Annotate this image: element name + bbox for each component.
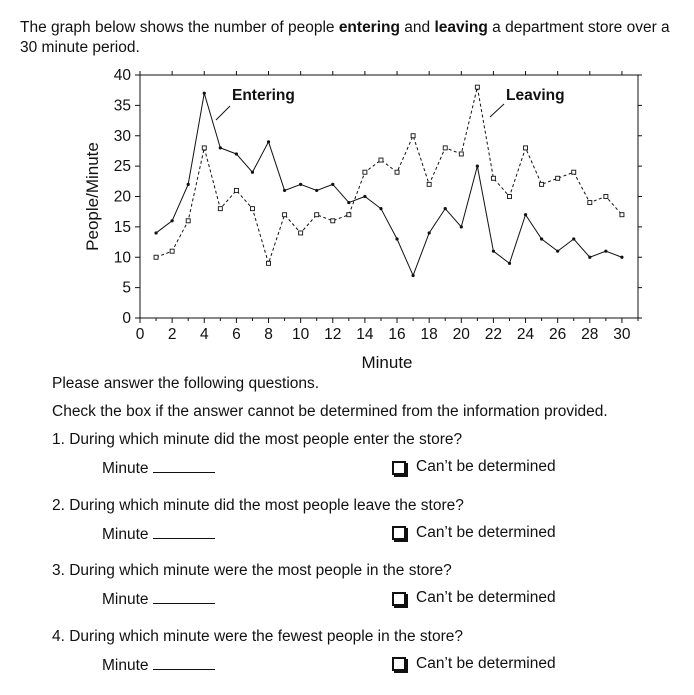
answer-label: Minute [102, 525, 149, 543]
data-point-entering [379, 207, 382, 210]
data-point-leaving [186, 219, 190, 223]
intro-part3: a department store over a 30 minute period. [20, 19, 670, 56]
data-point-leaving [315, 213, 319, 217]
question-3-cbd [392, 589, 556, 607]
data-point-leaving [234, 188, 238, 192]
x-axis-label: Minute [361, 353, 413, 372]
data-point-entering [395, 237, 398, 240]
data-point-leaving [202, 146, 206, 150]
x-tick-label: 20 [452, 326, 470, 343]
data-point-leaving [604, 195, 608, 199]
data-point-entering [299, 183, 302, 186]
y-tick-label: 10 [113, 249, 131, 267]
x-tick-label: 10 [292, 326, 310, 343]
data-point-entering [171, 219, 174, 222]
x-tick-label: 22 [484, 326, 503, 343]
y-tick-label: 40 [113, 67, 131, 84]
question-3-text: 3. During which minute were the most people in the store? [52, 562, 452, 579]
annotation-leader-entering [216, 106, 230, 120]
answer-label: Minute [102, 656, 149, 674]
x-tick-label: 14 [356, 326, 374, 343]
chart-labels [83, 67, 631, 372]
cbd-label: Can’t be determined [416, 458, 556, 475]
x-tick-label: 6 [232, 326, 241, 343]
y-tick-label: 15 [113, 218, 131, 236]
data-point-leaving [491, 176, 495, 180]
question-1-answer [102, 458, 215, 478]
data-point-entering [428, 231, 431, 234]
data-point-entering [572, 237, 575, 240]
data-point-leaving [540, 182, 544, 186]
data-point-entering [267, 140, 270, 143]
answer-blank-input[interactable] [153, 589, 215, 604]
answer-label: Minute [102, 460, 149, 477]
x-tick-label: 26 [549, 326, 567, 343]
data-point-entering [347, 201, 350, 204]
question-2-answer [102, 524, 215, 544]
series-line-entering [156, 93, 622, 275]
data-point-leaving [524, 146, 528, 150]
x-tick-label: 4 [199, 326, 209, 343]
question-3-answer [102, 589, 215, 609]
annotation-leader-leaving [490, 104, 504, 117]
answer-blank-input[interactable] [153, 524, 215, 539]
data-point-entering [315, 189, 318, 192]
plot-frame [140, 75, 638, 318]
instructions-1: Please answer the following questions. [52, 375, 320, 392]
answer-label: Minute [102, 591, 149, 608]
data-point-entering [508, 262, 511, 265]
data-point-entering [203, 92, 206, 95]
data-point-entering [251, 171, 254, 174]
cbd-label: Can’t be determined [416, 523, 556, 541]
x-tick-label: 12 [324, 326, 342, 343]
x-tick-label: 28 [581, 326, 599, 343]
y-axis-label: People/Minute [83, 142, 102, 251]
y-tick-label: 0 [122, 310, 131, 327]
intro-bold-entering: entering [338, 19, 400, 36]
cbd-label: Can’t be determined [416, 654, 556, 672]
data-point-entering [556, 250, 559, 253]
y-tick-label: 30 [113, 127, 131, 145]
annotation-entering: Entering [232, 87, 295, 104]
x-tick-label: 18 [420, 326, 438, 343]
data-point-leaving [299, 231, 303, 235]
data-point-leaving [411, 134, 415, 138]
annotation-leaving: Leaving [506, 87, 565, 104]
data-point-entering [460, 225, 463, 228]
question-1-text: 1. During which minute did the most people enter the store? [52, 431, 463, 448]
data-point-leaving [588, 201, 592, 205]
chart-series [154, 85, 624, 277]
data-point-leaving [363, 170, 367, 174]
data-point-entering [620, 256, 623, 259]
data-point-entering [219, 146, 222, 149]
answer-blank-input[interactable] [153, 655, 215, 670]
question-4-cbd [392, 655, 556, 673]
data-point-leaving [170, 249, 174, 253]
data-point-leaving [250, 207, 254, 211]
question-2-cbd [392, 524, 556, 542]
data-point-leaving [443, 146, 447, 150]
answer-blank-input[interactable] [153, 458, 215, 473]
cbd-checkbox[interactable] [392, 592, 406, 606]
data-point-entering [588, 256, 591, 259]
intro-part2: and [399, 19, 435, 36]
question-4-answer [102, 655, 215, 675]
data-point-leaving [218, 207, 222, 211]
data-point-leaving [267, 261, 271, 265]
intro-bold-leaving: leaving [434, 19, 488, 36]
cbd-label: Can’t be determined [416, 589, 556, 606]
y-tick-label: 25 [113, 158, 131, 176]
data-point-leaving [347, 213, 351, 217]
data-point-leaving [459, 152, 463, 156]
x-tick-label: 30 [613, 326, 631, 343]
data-point-leaving [572, 170, 576, 174]
data-point-entering [444, 207, 447, 210]
y-tick-label: 5 [122, 279, 131, 297]
question-4-text: 4. During which minute were the fewest people in the store? [52, 627, 463, 645]
data-point-leaving [427, 182, 431, 186]
data-point-leaving [283, 213, 287, 217]
instructions-2: Check the box if the answer cannot be determined from the information provided. [52, 403, 608, 420]
x-tick-label: 16 [388, 326, 406, 343]
data-point-entering [476, 165, 479, 168]
data-point-leaving [154, 255, 158, 259]
series-line-leaving [156, 87, 622, 263]
x-tick-label: 24 [516, 326, 535, 343]
cbd-checkbox[interactable] [392, 657, 406, 671]
data-point-leaving [556, 176, 560, 180]
x-tick-label: 0 [135, 326, 145, 343]
question-2-text: 2. During which minute did the most people leave the store? [52, 496, 464, 514]
question-1-cbd [392, 458, 556, 476]
data-point-leaving [379, 158, 383, 162]
cbd-checkbox[interactable] [392, 461, 406, 475]
data-point-leaving [331, 219, 335, 223]
data-point-entering [363, 195, 366, 198]
data-point-entering [235, 152, 238, 155]
data-point-leaving [507, 195, 511, 199]
x-tick-label: 2 [167, 326, 177, 343]
data-point-entering [187, 183, 190, 186]
data-point-entering [411, 274, 414, 277]
y-tick-label: 35 [113, 97, 131, 115]
chart-axes [135, 71, 642, 323]
cbd-checkbox[interactable] [392, 526, 406, 540]
data-point-entering [604, 250, 607, 253]
data-point-entering [540, 237, 543, 240]
y-tick-label: 20 [113, 188, 131, 206]
data-point-entering [331, 183, 334, 186]
data-point-entering [492, 250, 495, 253]
data-point-entering [283, 189, 286, 192]
intro-part1: The graph below shows the number of people [20, 19, 339, 36]
x-tick-label: 8 [264, 326, 273, 343]
data-point-leaving [620, 213, 624, 217]
data-point-leaving [395, 170, 399, 174]
data-point-entering [154, 231, 157, 234]
data-point-entering [524, 213, 527, 216]
data-point-leaving [475, 85, 479, 89]
